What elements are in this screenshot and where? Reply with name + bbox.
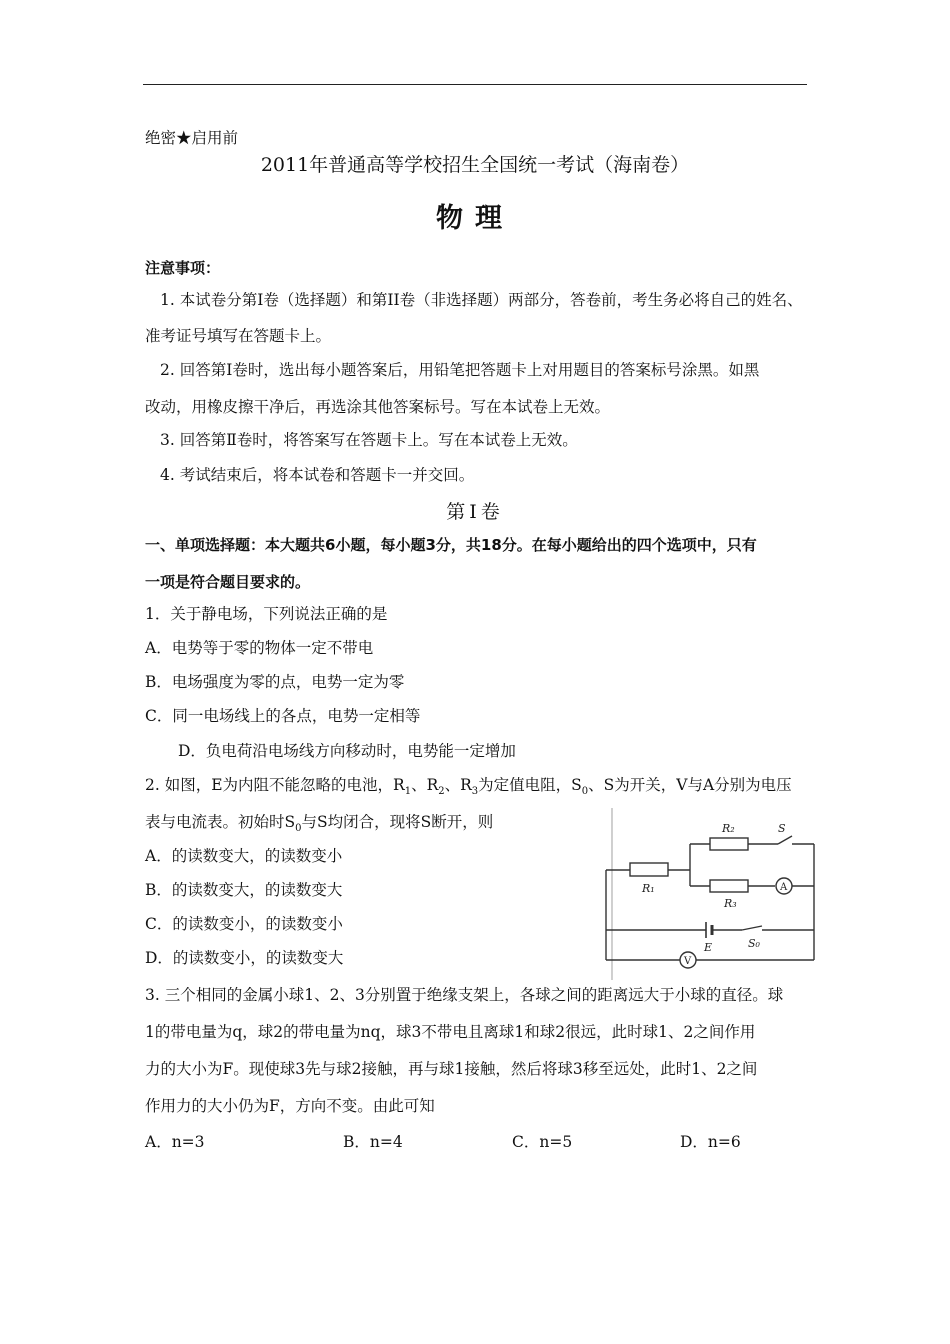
q1-option-c: C．同一电场线上的各点，电势一定相等 [145,707,421,725]
note-1a: 1. 本试卷分第I卷（选择题）和第II卷（非选择题）两部分，答卷前，考生务必将自己的姓名、 [160,291,803,309]
q2-stem-b: 表与电流表。初始时$S_0$与S均闭合，现将S断开，则 [145,813,494,835]
q3-option-c: C．n=5 [512,1133,573,1151]
part1-heading-a: 一、单项选择题：本大题共6小题，每小题3分，共18分。在每小题给出的四个选项中，只有 [145,536,757,554]
q2-option-b: B．的读数变大，的读数变大 [145,881,343,899]
q2-option-d: D．的读数变小，的读数变大 [145,949,344,967]
section-title: 第Ⅰ卷 [446,501,504,523]
secret-mark: 绝密★启用前 [145,129,239,147]
label-r1: R₁ [642,882,655,895]
part1-heading-b: 一项是符合题目要求的。 [145,573,311,591]
label-s0: S₀ [748,937,760,950]
q3-option-a: A．n=3 [145,1133,205,1151]
q1-stem: 1．关于静电场，下列说法正确的是 [145,605,388,623]
q2-option-a: A．的读数变大，的读数变小 [145,847,343,865]
q3-line-2: 1的带电量为q，球2的带电量为nq，球3不带电且离球1和球2很远，此时球1、2之间作用 [145,1023,756,1041]
notes-heading: 注意事项： [145,259,221,277]
label-e: E [704,941,713,954]
circuit-diagram [602,808,822,980]
note-2b: 改动，用橡皮擦干净后，再选涂其他答案标号。写在本试卷上无效。 [145,398,611,416]
note-1b: 准考证号填写在答题卡上。 [145,327,332,345]
q1-option-b: B．电场强度为零的点，电势一定为零 [145,673,405,691]
q3-line-3: 力的大小为F。现使球3先与球2接触，再与球1接触，然后将球3移至远处，此时1、2之间 [145,1060,758,1078]
note-2a: 2. 回答第I卷时，选出每小题答案后，用铅笔把答题卡上对用题目的答案标号涂黑。如黑 [160,361,760,379]
ammeter-icon: A [780,882,788,893]
top-rule [143,84,807,85]
note-3: 3. 回答第Ⅱ卷时，将答案写在答题卡上。写在本试卷上无效。 [160,431,578,449]
q1-option-d: D．负电荷沿电场线方向移动时，电势能一定增加 [178,742,516,760]
label-r3: R₃ [724,897,737,910]
q3-option-b: B．n=4 [343,1133,403,1151]
q2-option-c: C．的读数变小，的读数变小 [145,915,343,933]
q3-line-1: 3. 三个相同的金属小球1、2、3分别置于绝缘支架上，各球之间的距离远大于小球的直径。球 [145,986,784,1004]
note-4: 4. 考试结束后，将本试卷和答题卡一并交回。 [160,466,475,484]
voltmeter-icon: V [684,956,692,967]
q3-option-d: D．n=6 [680,1133,741,1151]
q3-line-4: 作用力的大小仍为F，方向不变。由此可知 [145,1097,435,1115]
exam-title: 2011年普通高等学校招生全国统一考试（海南卷） [260,154,690,176]
label-s: S [778,822,786,835]
q1-option-a: A．电势等于零的物体一定不带电 [145,639,374,657]
subject-title: 物理 [436,203,514,234]
q2-stem-a: 2. 如图，E为内阻不能忽略的电池，$R_1$、$R_2$、$R_3$为定值电阻，$S_0$、S为开关，V与A分别为电压 [145,776,792,798]
label-r2: R₂ [722,822,735,835]
